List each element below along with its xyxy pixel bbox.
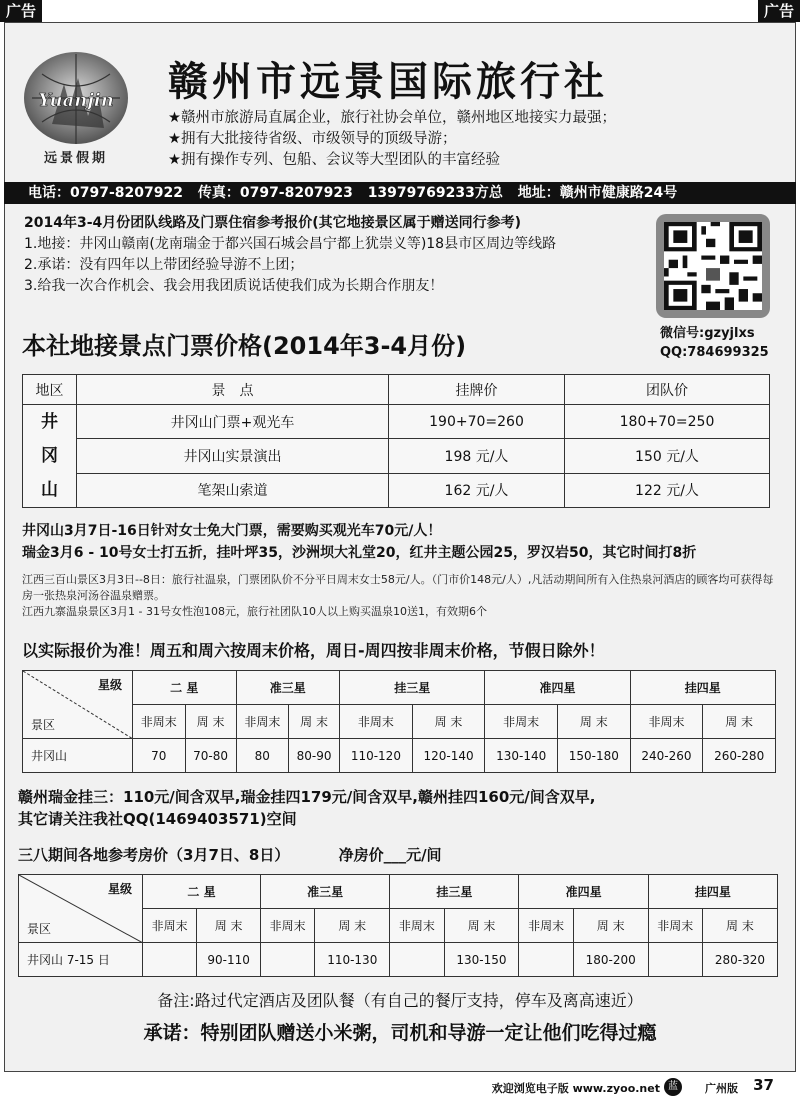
promo-line: 瑞金3月6 - 10号女士打五折，挂叶坪35，沙洲坝大礼堂20，红井主题公园25，罗汉岩50，其它时间打8折 [22, 545, 697, 561]
qr-code-frame [656, 214, 770, 318]
page-footer [0, 1074, 800, 1100]
weekday-header: 非周末 [261, 909, 315, 943]
spot-name: 笔架山索道 [77, 473, 389, 507]
section-title: 本社地接景点门票价格(2014年3-4月份) [22, 332, 467, 360]
edition-badge-icon: 蓝 [664, 1078, 682, 1096]
table-header-row [23, 375, 770, 405]
price-cell: 280-320 [702, 943, 777, 977]
company-name: 赣州市远景国际旅行社 [168, 59, 608, 105]
star-group-header: 挂三星 [340, 671, 485, 705]
table-header-row [23, 671, 776, 705]
weekend-header: 周 末 [444, 909, 519, 943]
area-char: 井 [41, 412, 58, 432]
feature-item: ★拥有大批接待省级、市级领导的顶级导游； [168, 131, 457, 147]
logo-text: Yuanjin [38, 90, 114, 111]
group-price: 180+70=250 [565, 405, 770, 439]
row-label: 井冈山 7-15 日 [19, 943, 143, 977]
weekday-header: 非周末 [519, 909, 573, 943]
spot-name: 井冈山门票+观光车 [77, 405, 389, 439]
table-row [23, 739, 776, 773]
price-cell: 90-110 [197, 943, 261, 977]
price-cell: 120-140 [412, 739, 485, 773]
star-group-header: 挂四星 [630, 671, 775, 705]
promo-line: 井冈山3月7日-16日针对女士免大门票，需要购买观光车70元/人！ [22, 523, 442, 539]
area-char: 山 [41, 480, 58, 500]
star-group-header: 挂四星 [648, 875, 777, 909]
weekend-header: 周 末 [315, 909, 390, 943]
sanba-title-text: 三八期间各地参考房价（3月7日、8日） [18, 846, 290, 864]
weekend-header: 周 末 [197, 909, 261, 943]
weekend-header: 周 末 [289, 705, 340, 739]
ad-label-right: 广告 [758, 0, 800, 22]
promo-lines [22, 520, 696, 564]
phone-number[interactable]: 电话：0797-8207922 [28, 185, 183, 201]
col-header-area: 地区 [23, 375, 77, 405]
ganzhou-price-lines [18, 786, 595, 830]
hotel-price-table [22, 670, 776, 773]
price-cell [390, 943, 444, 977]
feature-item: ★赣州市旅游局直属企业，旅行社协会单位，赣州地区地接实力最强； [168, 110, 616, 126]
star-group-header: 准四星 [519, 875, 648, 909]
quote-item: 1.地接：井冈山赣南(龙南瑞金于都兴国石城会昌宁都上犹崇义等)18县市区周边等线路 [24, 236, 557, 252]
quote-item: 2.承诺：没有四年以上带团经验导游不上团； [24, 257, 304, 273]
price-cell: 240-260 [630, 739, 703, 773]
ad-label-left: 广告 [0, 0, 42, 22]
price-cell: 180-200 [573, 943, 648, 977]
contact-social [660, 324, 769, 362]
qr-code-icon[interactable] [664, 222, 762, 310]
quote-title: 2014年3-4月份团队线路及门票住宿参考报价(其它地接景区属于赠送同行参考) [24, 215, 522, 231]
corner-label-star: 星级 [97, 678, 122, 692]
price-cell: 130-140 [485, 739, 558, 773]
price-cell: 80 [236, 739, 289, 773]
weekday-header: 非周末 [143, 909, 197, 943]
weekend-header: 周 末 [703, 705, 776, 739]
edition-label: 广州版 [705, 1082, 738, 1095]
note-line: 江西三百山景区3月3日--8日：旅行社温泉，门票团队价不分平日周末女士58元/人。（门市价148元/人）,凡活动期间所有入住热泉河酒店的顾客均可获得每房一张热泉河汤谷温泉赠票。 [22, 573, 774, 602]
corner-label-area: 景区 [27, 922, 52, 936]
feature-item: ★拥有操作专列、包船、会议等大型团队的丰富经验 [168, 152, 500, 168]
table-header-row [19, 875, 778, 909]
list-price: 190+70=260 [389, 405, 565, 439]
star-group-header: 二 星 [133, 671, 237, 705]
hotel-price-title: 以实际报价为准！周五和周六按周末价格，周日-周四按非周末价格，节假日除外！ [22, 641, 605, 660]
star-group-header: 准四星 [485, 671, 630, 705]
address: 地址：赣州市健康路24号 [517, 185, 678, 201]
area-char: 冈 [41, 446, 58, 466]
fax-number: 传真：0797-8207923 [197, 185, 353, 201]
group-price: 122 元/人 [565, 473, 770, 507]
quote-item: 3.给我一次合作机会、我会用我团质说话使我们成为长期合作朋友！ [24, 278, 444, 294]
price-cell: 150-180 [557, 739, 630, 773]
weekend-header: 周 末 [185, 705, 236, 739]
area-cell [23, 405, 77, 508]
promise-line: 承诺：特别团队赠送小米粥，司机和导游一定让他们吃得过瘾 [143, 1022, 657, 1044]
price-cell: 110-120 [340, 739, 413, 773]
ganzhou-line: 赣州瑞金挂三：110元/间含双早,瑞金挂四179元/间含双早,赣州挂四160元/间含双早, [18, 788, 596, 806]
price-cell: 260-280 [703, 739, 776, 773]
company-logo [12, 44, 140, 172]
weekend-header: 周 末 [573, 909, 648, 943]
weekday-header: 非周末 [133, 705, 186, 739]
price-cell [648, 943, 702, 977]
weekend-header: 周 末 [702, 909, 777, 943]
table-row [23, 473, 770, 507]
weekday-header: 非周末 [236, 705, 289, 739]
table-row [19, 943, 778, 977]
remark-line: 备注:路过代定酒店及团队餐（有自己的餐厅支持，停车及离高速近） [157, 991, 643, 1010]
price-cell: 130-150 [444, 943, 519, 977]
wechat-id[interactable]: 微信号:gzyjlxs [660, 326, 755, 341]
col-header-group-price: 团队价 [565, 375, 770, 405]
list-price: 162 元/人 [389, 473, 565, 507]
table-row [23, 405, 770, 439]
corner-label-star: 星级 [107, 882, 132, 896]
net-price-label: 净房价___元/间 [338, 846, 442, 864]
table-corner-cell [23, 671, 133, 739]
mobile-number[interactable]: 13979769233方总 [367, 185, 503, 201]
note-line: 江西九寨温泉景区3月1 - 31号女性泡108元，旅行社团队10人以上购买温泉10送1，有效期6个 [22, 605, 487, 618]
contact-bar [4, 182, 796, 204]
col-header-list-price: 挂牌价 [389, 375, 565, 405]
price-cell: 70-80 [185, 739, 236, 773]
star-group-header: 准三星 [261, 875, 390, 909]
price-cell [261, 943, 315, 977]
weekday-header: 非周末 [648, 909, 702, 943]
star-group-header: 挂三星 [390, 875, 519, 909]
feature-list [168, 108, 616, 171]
table-subheader-row [23, 705, 776, 739]
price-cell: 80-90 [289, 739, 340, 773]
weekday-header: 非周末 [390, 909, 444, 943]
star-group-header: 准三星 [236, 671, 340, 705]
logo-caption: 远景假期 [43, 151, 109, 166]
price-cell: 110-130 [315, 943, 390, 977]
weekday-header: 非周末 [485, 705, 558, 739]
corner-label-area: 景区 [31, 718, 56, 732]
weekday-header: 非周末 [340, 705, 413, 739]
price-cell [519, 943, 573, 977]
price-cell [143, 943, 197, 977]
ganzhou-line: 其它请关注我社QQ(1469403571)空间 [18, 810, 297, 828]
page-number: 37 [753, 1076, 774, 1094]
table-corner-cell [19, 875, 143, 943]
list-price: 198 元/人 [389, 439, 565, 473]
sanba-title [18, 844, 442, 865]
table-row [23, 439, 770, 473]
spot-name: 井冈山实景演出 [77, 439, 389, 473]
quote-list [24, 234, 556, 297]
row-label: 井冈山 [23, 739, 133, 773]
small-notes [22, 572, 782, 620]
hotel-price-table-2 [18, 874, 778, 977]
qq-number[interactable]: QQ:784699325 [660, 345, 769, 360]
star-group-header: 二 星 [143, 875, 261, 909]
weekend-header: 周 末 [557, 705, 630, 739]
weekday-header: 非周末 [630, 705, 703, 739]
ticket-price-table [22, 374, 770, 508]
price-cell: 70 [133, 739, 186, 773]
group-price: 150 元/人 [565, 439, 770, 473]
weekend-header: 周 末 [412, 705, 485, 739]
col-header-spot: 景 点 [77, 375, 389, 405]
footer-welcome-link[interactable]: 欢迎浏览电子版 www.zyoo.net [491, 1082, 660, 1095]
